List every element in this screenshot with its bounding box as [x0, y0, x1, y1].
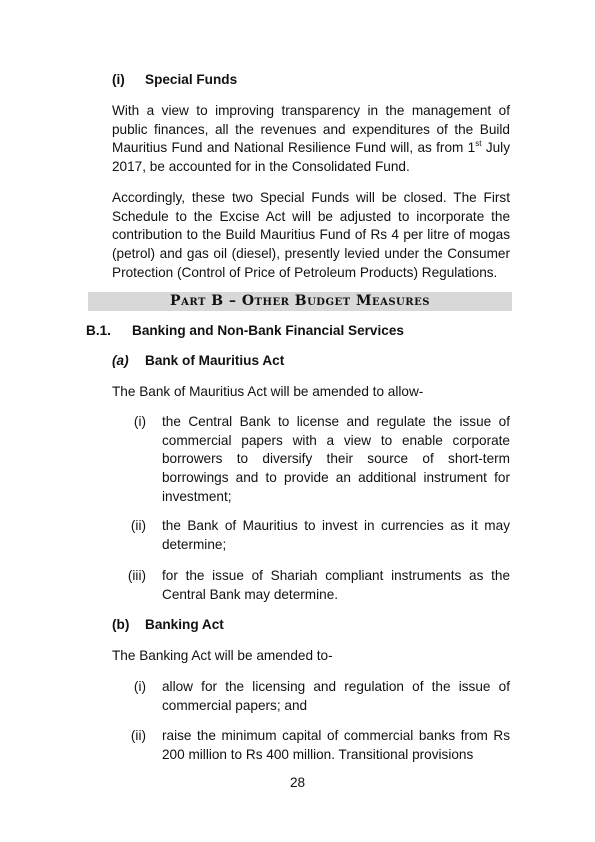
list-item-number: (i): [133, 414, 146, 429]
ordinal-superscript: st: [475, 139, 482, 149]
list-item-number: (i): [133, 679, 146, 694]
part-b-title: Part B – Other Budget Measures: [170, 293, 430, 309]
list-item-number: (iii): [127, 568, 146, 583]
section-b1-title: Banking and Non-Bank Financial Services: [132, 323, 404, 338]
part-b-banner: [88, 292, 512, 311]
list-item-text: raise the minimum capital of commercial banks from Rs 200 million to Rs 400 million. Transitional provisions: [162, 728, 510, 762]
list-item-text: the Bank of Mauritius to invest in currencies as it may determine;: [162, 518, 510, 552]
section-b1-heading: [86, 323, 404, 338]
special-funds-paragraph-1-text: With a view to improving transparency in the management of public finances, all the revenues and expenditures of the Build Mauritius Fund and National Resilience Fund will, as from 1: [112, 103, 510, 156]
banking-act-heading: [112, 617, 224, 632]
list-item-number: (ii): [130, 728, 146, 743]
banking-act-intro: The Banking Act will be amended to-: [112, 648, 333, 663]
list-item-text: for the issue of Shariah compliant instruments as the Central Bank may determine.: [162, 568, 510, 602]
banking-act-marker: (b): [112, 617, 130, 632]
list-item-number: (ii): [130, 518, 146, 533]
list-item-text: the Central Bank to license and regulate the issue of commercial papers with a view to enable corporate borrowers to diversify their source of short-term borrowings and to provide an additional instrument for investment;: [162, 414, 510, 504]
bank-of-mauritius-title: Bank of Mauritius Act: [145, 353, 285, 368]
special-funds-paragraph-2: Accordingly, these two Special Funds will be closed. The First Schedule to the Excise Act will be adjusted to incorporate the contribution to the Build Mauritius Fund of Rs 4 per litre of mogas (petrol) and gas oil (diesel), presently levied under the Consumer Protection (Control of Price of Petroleum Products) Regulations.: [112, 190, 510, 280]
bank-of-mauritius-marker: (a): [112, 353, 129, 368]
special-funds-heading: [112, 72, 237, 87]
special-funds-paragraph-1-tail: July 2017, be accounted for in the Consolidated Fund.: [112, 140, 511, 175]
bank-of-mauritius-heading: [112, 353, 284, 368]
list-item-text: allow for the licensing and regulation of the issue of commercial papers; and: [162, 679, 510, 713]
page-number: 28: [289, 775, 306, 790]
special-funds-title: Special Funds: [145, 72, 238, 87]
bank-of-mauritius-intro: The Bank of Mauritius Act will be amended to allow-: [112, 384, 424, 399]
special-funds-paragraph-1: [112, 102, 510, 177]
special-funds-marker: (i): [112, 72, 125, 87]
banking-act-title: Banking Act: [145, 617, 224, 632]
section-b1-number: B.1.: [86, 323, 111, 338]
